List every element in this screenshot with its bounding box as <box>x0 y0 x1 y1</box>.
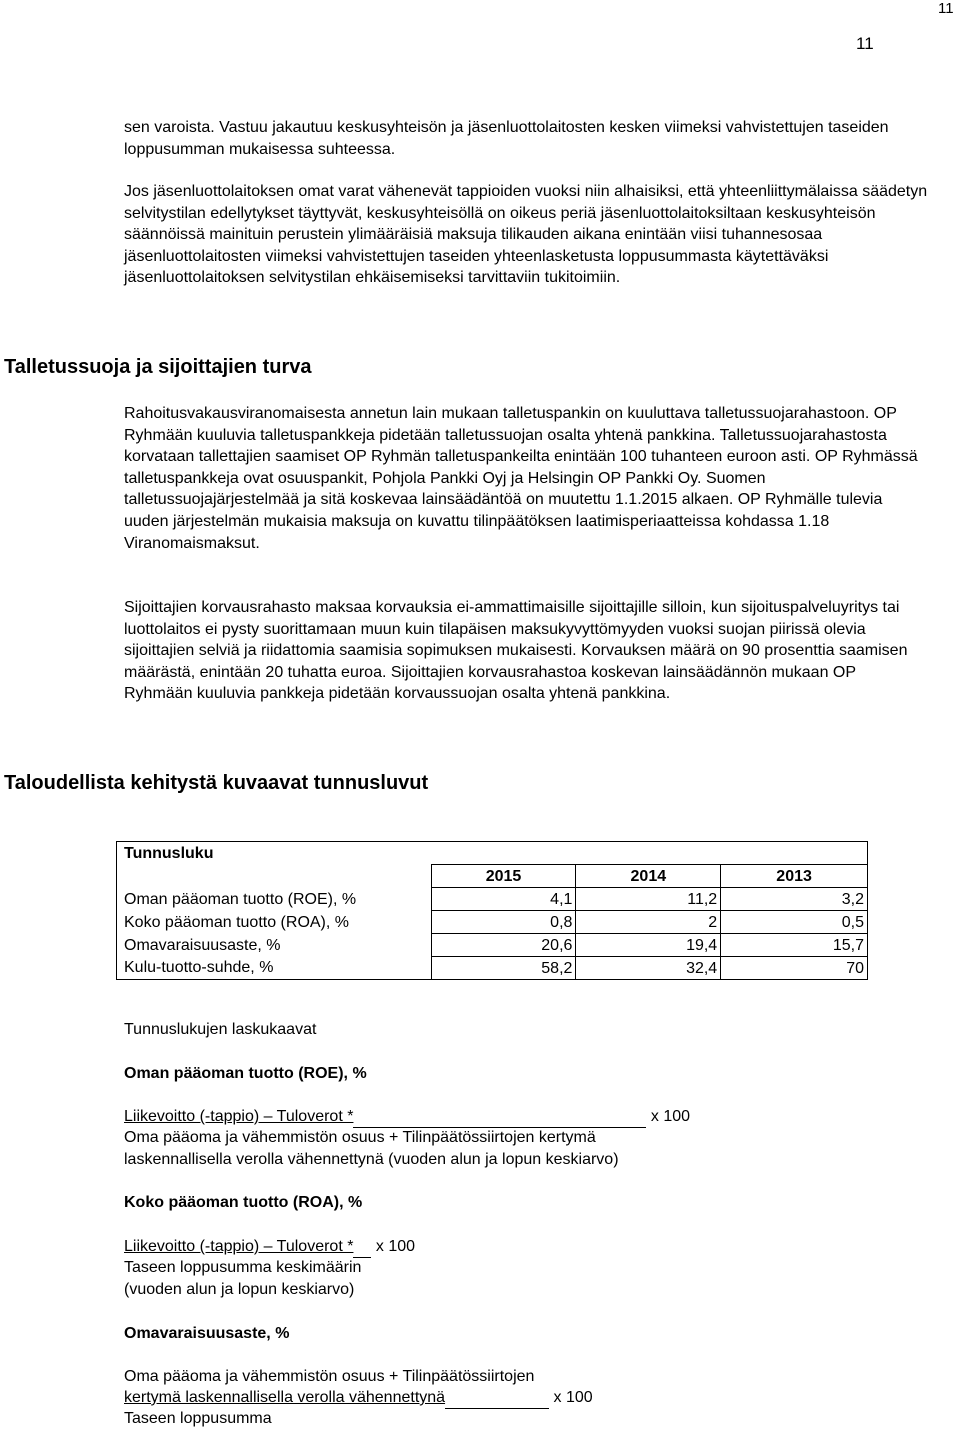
fraction-line <box>353 1236 371 1258</box>
section-heading-key-figures: Taloudellista kehitystä kuvaavat tunnusluvut <box>4 772 429 794</box>
formula-name-roa: Koko pääoman tuotto (ROA), % <box>124 1194 363 1211</box>
cell-value: 15,7 <box>721 934 868 957</box>
cell-value: 0,5 <box>721 911 868 934</box>
year-header: 2014 <box>576 865 721 888</box>
formula-equity-numerator-1: Oma pääoma ja vähemmistön osuus + Tilinpäätössiirtojen <box>124 1368 535 1385</box>
year-header: 2015 <box>431 865 576 888</box>
formulas-title: Tunnuslukujen laskukaavat <box>124 1021 317 1038</box>
formula-roa-denominator-2: (vuoden alun ja lopun keskiarvo) <box>124 1281 355 1298</box>
cell-value: 20,6 <box>431 934 576 957</box>
cell-value: 3,2 <box>721 888 868 911</box>
fraction-line <box>445 1387 549 1409</box>
formula-roa-numerator: Liikevoitto (-tappio) – Tuloverot * <box>124 1238 354 1255</box>
cell-value: 70 <box>721 957 868 980</box>
table-title-row <box>117 842 868 865</box>
formula-equity-denominator: Taseen loppusumma <box>124 1410 272 1427</box>
formula-equity-numerator-line <box>124 1387 593 1409</box>
deposit-guarantee-paragraph: Rahoitusvakausviranomaisesta annetun lain mukaan talletuspankin on kuuluttava talletussuojarahastoon. OP Ryhmään kuuluvia talletuspankkeja pidetään talletussuojan osalta yhtenä pankkina. Talletussuojarahastosta korvataan tallettajien saamiset OP Ryhmän talletuspankeilta enintään 100 tuhanteen euroon asti. OP Ryhmässä talletuspankkeja ovat osuuspankit, Pohjola Pankki Oyj ja Helsingin OP Pankki Oy. Suomen talletussuojajärjestelmää ja sitä koskevaa lainsäädäntöä on muutettu 1.1.2015 alkaen. OP Ryhmälle tulevia uuden järjestelmän mukaisia maksuja on kuvattu tilinpäätöksen laatimisperiaatteissa kohdassa 1.18 Viranomaismaksut. <box>124 405 918 552</box>
section-heading-deposit-guarantee: Talletussuoja ja sijoittajien turva <box>4 356 312 378</box>
intro-paragraph-2: Jos jäsenluottolaitoksen omat varat vähenevät tappioiden vuoksi niin alhaisiksi, että yhteenliittymälaissa säädetyn selvitystilan edellytykset täyttyvät, keskusyhteisöllä on oikeus periä jäsenluottolaitoksiltaan keskusyhteisön säännöissä mainituin perustein ylimääräisiä maksuja tilikauden aikana enintään viisi tuhannesosaa jäsenluottolaitosten viimeksi vahvistettujen taseiden yhteenlasketusta loppusummasta käytettäväksi jäsenluottolaitoksen selvitystilan ehkäisemiseksi tarvittaviin tukitoimiin. <box>124 183 928 287</box>
cell-value: 58,2 <box>431 957 576 980</box>
formula-roe-numerator-line <box>124 1106 690 1128</box>
cell-value: 11,2 <box>576 888 721 911</box>
investor-compensation-paragraph: Sijoittajien korvausrahasto maksaa korvauksia ei-ammattimaisille sijoittajille silloin, kun sijoituspalveluyritys tai luottolaitos ei pysty suorittamaan muun kuin tilapäisen maksukyvyttömyyden vuoksi suojan piirissä olevia sijoittajien selviä ja riidattomia saamisia sopimuksen mukaisesti. Korvauksen määrä on 90 prosenttia saamisen määrästä, enintään 20 tuhatta euroa. Sijoittajien korvausrahastoa koskevan lainsäädännön mukaan OP Ryhmään kuuluvia pankkeja pidetään korvaussuojan osalta yhtenä pankkina. <box>124 599 908 703</box>
row-label: Oman pääoman tuotto (ROE), % <box>117 888 432 911</box>
row-label: Kulu-tuotto-suhde, % <box>117 957 432 980</box>
intro-paragraph-1: sen varoista. Vastuu jakautuu keskusyhteisön ja jäsenluottolaitosten kesken viimeksi vahvistettujen taseiden loppusumman mukaisessa suhteessa. <box>124 119 889 158</box>
corner-page-number: 11 <box>938 0 954 17</box>
formula-equity-multiplier: x 100 <box>553 1389 593 1406</box>
formula-roe-denominator-2: laskennallisella verolla vähennettynä (vuoden alun ja lopun keskiarvo) <box>124 1151 619 1168</box>
table-row <box>117 934 868 957</box>
formula-roa-denominator-1: Taseen loppusumma keskimäärin <box>124 1259 362 1276</box>
table-header-row <box>117 865 868 888</box>
formula-roe-denominator-1: Oma pääoma ja vähemmistön osuus + Tilinpäätössiirtojen kertymä <box>124 1129 596 1146</box>
formula-roa-numerator-line <box>124 1236 415 1258</box>
formula-equity-numerator-2: kertymä laskennallisella verolla vähennettynä <box>124 1389 446 1406</box>
table-row <box>117 911 868 934</box>
page-number: 11 <box>856 34 874 53</box>
cell-value: 0,8 <box>431 911 576 934</box>
table-row <box>117 957 868 980</box>
fraction-line <box>353 1106 646 1128</box>
formula-roe-multiplier: x 100 <box>650 1108 691 1125</box>
formula-roa-multiplier: x 100 <box>375 1238 416 1255</box>
cell-value: 32,4 <box>576 957 721 980</box>
formula-name-equity-ratio: Omavaraisuusaste, % <box>124 1325 290 1342</box>
cell-value: 4,1 <box>431 888 576 911</box>
table-row <box>117 888 868 911</box>
formula-roe-numerator: Liikevoitto (-tappio) – Tuloverot * <box>124 1108 354 1125</box>
key-figures-table <box>116 841 868 980</box>
row-label: Koko pääoman tuotto (ROA), % <box>117 911 432 934</box>
cell-value: 19,4 <box>576 934 721 957</box>
row-label: Omavaraisuusaste, % <box>117 934 432 957</box>
table-title: Tunnusluku <box>117 842 432 865</box>
cell-value: 2 <box>576 911 721 934</box>
formula-name-roe: Oman pääoman tuotto (ROE), % <box>124 1065 367 1082</box>
year-header: 2013 <box>721 865 868 888</box>
